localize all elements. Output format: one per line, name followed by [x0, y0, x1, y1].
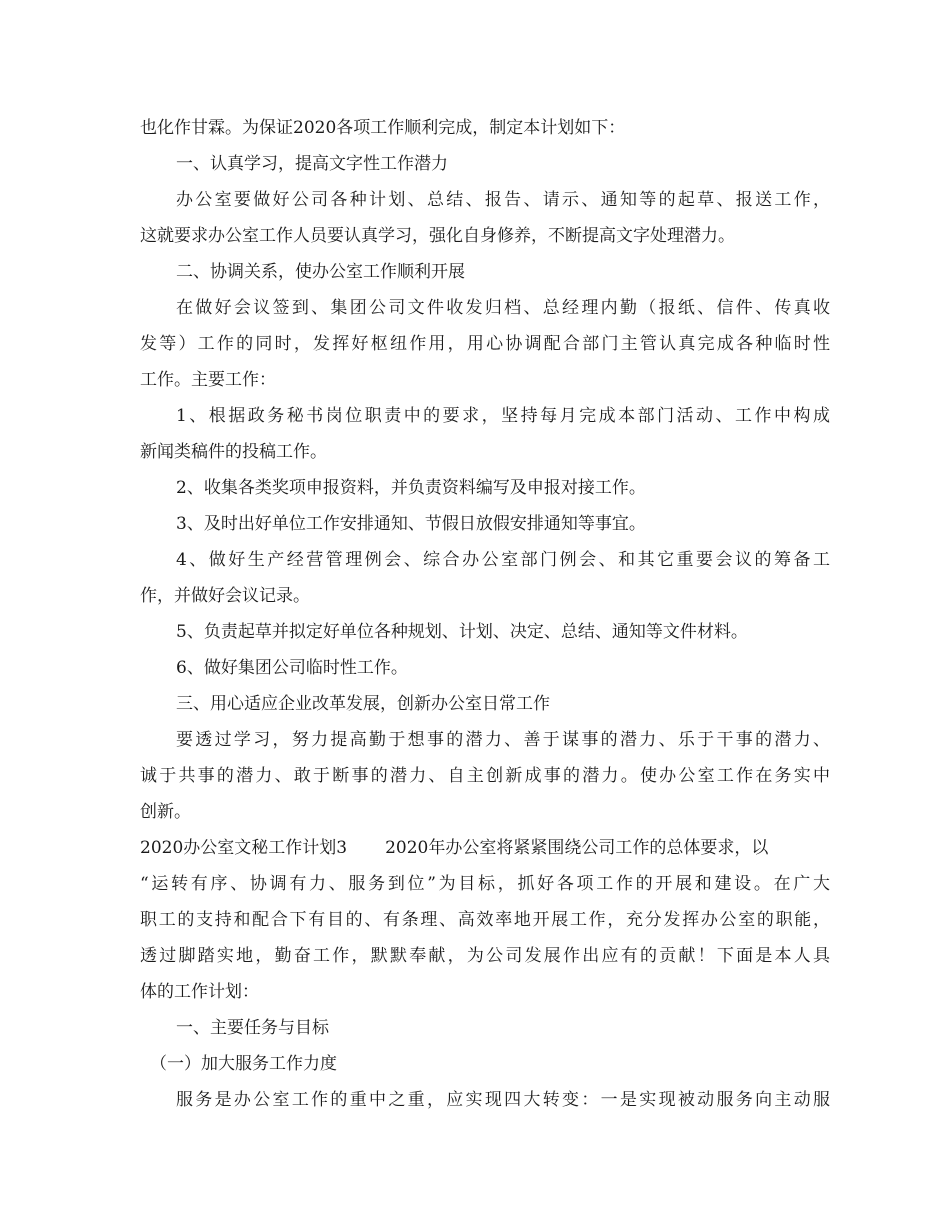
list-item: 2、收集各类奖项申报资料，并负责资料编写及申报对接工作。: [176, 478, 646, 498]
section-heading: 三、用心适应企业改革发展，创新办公室日常工作: [176, 694, 550, 714]
text-line: 诚于共事的潜力、敢于断事的潜力、自主创新成事的潜力。使办公室工作在务实中: [140, 766, 830, 786]
list-item: 4、做好生产经营管理例会、综合办公室部门例会、和其它重要会议的筹备工: [176, 550, 830, 570]
text-line: 在做好会议签到、集团公司文件收发归档、总经理内勤（报纸、信件、传真收: [176, 298, 830, 318]
list-item: 6、做好集团公司临时性工作。: [176, 658, 408, 678]
text-line: 也化作甘霖。为保证2020各项工作顺利完成，制定本计划如下：: [140, 118, 626, 138]
section-heading: 一、认真学习，提高文字性工作潜力: [176, 154, 448, 174]
text-line: 发等）工作的同时，发挥好枢纽作用，用心协调配合部门主管认真完成各种临时性: [140, 334, 830, 354]
document-title: 2020办公室文秘工作计划3: [140, 838, 348, 858]
section-heading: 二、协调关系，使办公室工作顺利开展: [176, 262, 465, 282]
text-line: 透过脚踏实地，勤奋工作，默默奉献，为公司发展作出应有的贡献！下面是本人具: [140, 946, 830, 966]
subsection-heading: （一）加大服务工作力度: [150, 1054, 337, 1074]
list-item: 3、及时出好单位工作安排通知、节假日放假安排通知等事宜。: [176, 514, 646, 534]
text-line: 作，并做好会议记录。: [140, 586, 310, 606]
text-line: 这就要求办公室工作人员要认真学习，强化自身修养，不断提高文字处理潜力。: [140, 226, 735, 246]
list-item: 1、根据政务秘书岗位职责中的要求，坚持每月完成本部门活动、工作中构成: [176, 406, 830, 426]
title-line: [140, 837, 830, 859]
section-heading: 一、主要任务与目标: [176, 1018, 329, 1038]
list-item: 5、负责起草并拟定好单位各种规划、计划、决定、总结、通知等文件材料。: [176, 622, 748, 642]
text-line: 创新。: [140, 802, 191, 822]
text-line: 服务是办公室工作的重中之重，应实现四大转变：一是实现被动服务向主动服: [176, 1090, 830, 1110]
text-line: “运转有序、协调有力、服务到位”为目标，抓好各项工作的开展和建设。在广大: [140, 874, 830, 894]
text-line: 体的工作计划：: [140, 982, 259, 1002]
text-line: 工作。主要工作：: [140, 370, 276, 390]
text-span: 2020年办公室将紧紧围绕公司工作的总体要求，以: [385, 838, 769, 858]
text-line: 办公室要做好公司各种计划、总结、报告、请示、通知等的起草、报送工作，: [176, 190, 830, 210]
text-line: 新闻类稿件的投稿工作。: [140, 442, 327, 462]
text-line: 职工的支持和配合下有目的、有条理、高效率地开展工作，充分发挥办公室的职能，: [140, 910, 830, 930]
text-line: 要透过学习，努力提高勤于想事的潜力、善于谋事的潜力、乐于干事的潜力、: [176, 730, 830, 750]
